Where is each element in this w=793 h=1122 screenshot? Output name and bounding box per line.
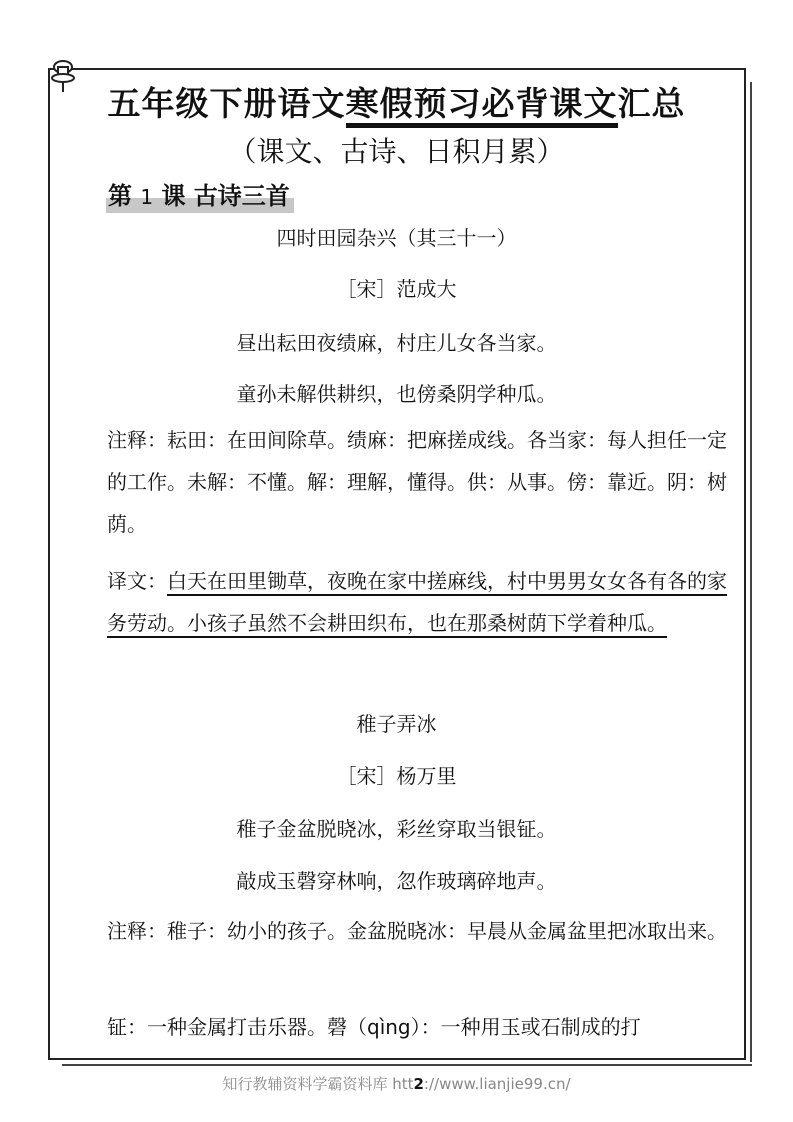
poem1-author: ［宋］范成大 bbox=[336, 277, 457, 301]
page-title bbox=[0, 78, 793, 125]
lesson-prefix: 第 bbox=[108, 182, 132, 210]
page-footer bbox=[0, 1073, 793, 1094]
title-underlined: 寒假预习必背课文 bbox=[346, 84, 618, 128]
page-subtitle: （课文、古诗、日积月累） bbox=[228, 135, 565, 168]
poem2-title: 稚子弄冰 bbox=[356, 712, 437, 736]
poem1-notes-label: 注释： bbox=[107, 428, 167, 452]
title-suffix: 汇总 bbox=[617, 84, 686, 123]
poem1-notes-text: 耘田：在田间除草。绩麻：把麻搓成线。各当家：每人担任一定的工作。未解：不懂。解：理解，懂得。供：从事。傍：靠近。阴：树荫。 bbox=[107, 428, 727, 536]
page-number: 2 bbox=[413, 1075, 424, 1093]
footer-left: 知行教辅资料学霸资料库 htt bbox=[222, 1075, 414, 1093]
lesson-title: 课 古诗三首 bbox=[161, 182, 290, 210]
poem1-translation bbox=[107, 560, 732, 644]
poem1-title: 四时田园杂兴（其三十一） bbox=[276, 226, 517, 250]
poem2-notes-continued: 钲：一种金属打击乐器。磬（qìng）：一种用玉或石制成的打 bbox=[107, 1015, 641, 1039]
title-prefix: 五年级下册语文 bbox=[107, 84, 346, 123]
poem1-line1: 昼出耘田夜绩麻，村庄儿女各当家。 bbox=[236, 331, 557, 355]
footer-right: ://www.lianjie99.cn/ bbox=[423, 1075, 571, 1093]
poem1-trans-text: 白天在田里锄草，夜晚在家中搓麻线，村中男男女女各有各的家务劳动。小孩子虽然不会耕田织布，也在那桑树荫下学着种瓜。 bbox=[107, 569, 727, 635]
poem1-trans-label: 译文： bbox=[107, 569, 167, 593]
poem2-author: ［宋］杨万里 bbox=[336, 764, 457, 788]
lesson-number: 1 bbox=[140, 185, 154, 209]
poem2-line1: 稚子金盆脱晓冰，彩丝穿取当银钲。 bbox=[236, 817, 557, 841]
poem2-line2: 敲成玉磬穿林响，忽作玻璃碎地声。 bbox=[236, 869, 557, 893]
poem2-notes-text: 稚子：幼小的孩子。金盆脱晓冰：早晨从金属盆里把冰取出来。 bbox=[167, 919, 727, 943]
poem2-notes-label: 注释： bbox=[107, 919, 167, 943]
poem1-line2: 童孙未解供耕织，也傍桑阴学种瓜。 bbox=[236, 382, 557, 406]
lesson-heading bbox=[106, 176, 294, 213]
poem1-notes bbox=[107, 419, 732, 545]
poem2-notes bbox=[107, 910, 732, 952]
